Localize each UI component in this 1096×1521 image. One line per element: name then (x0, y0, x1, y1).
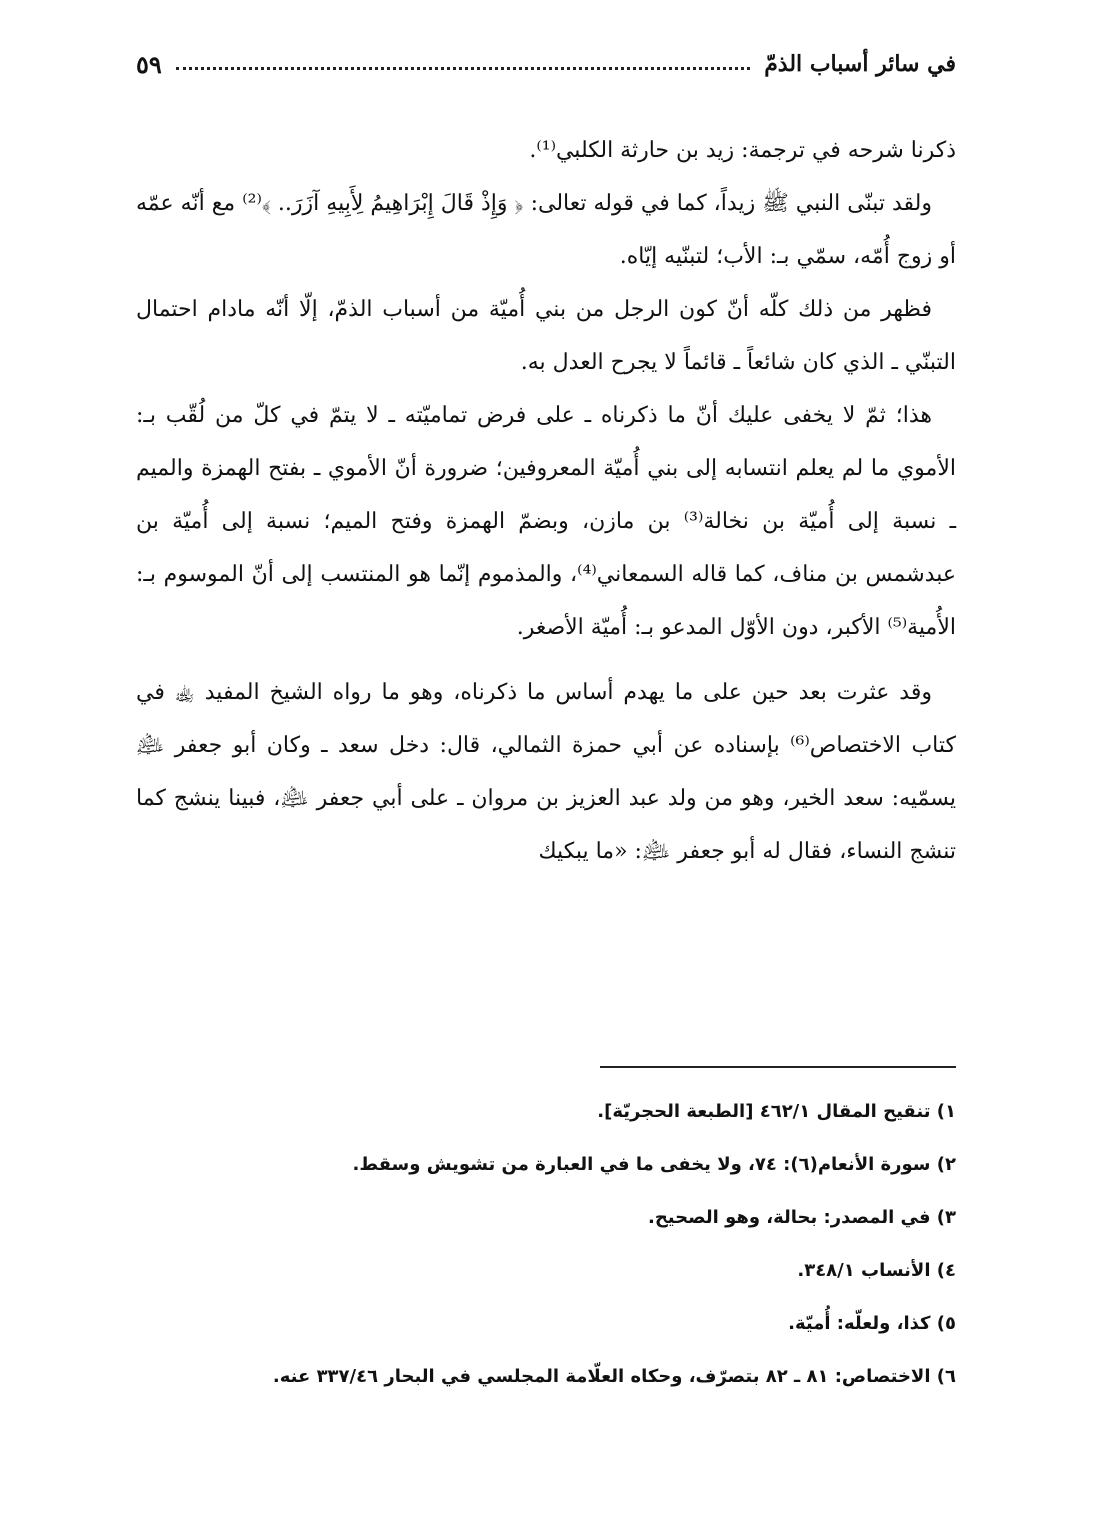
paragraph: وقد عثرت بعد حين على ما يهدم أساس ما ذكرناه، وهو ما رواه الشيخ المفيد ﵀ في كتاب الاختصاص⁽⁶⁾ بإسناده عن أبي حمزة الثمالي، قال: دخل سعد ـ وكان أبو جعفر ﵇ يسمّيه: سعد الخير، وهو من ولد عبد العزيز بن مروان ـ على أبي جعفر ﵇، فبينا ينشج كما تنشج النساء، فقال له أبو جعفر ﵇: «ما يبكيك (136, 680, 956, 864)
footnote: ٦) الاختصاص: ٨١ ـ ٨٢ بتصرّف، وحكاه العلّامة المجلسي في البحار ٣٣٧/٤٦ عنه. (272, 1366, 956, 1387)
footnote-separator (600, 1066, 956, 1068)
footnote: ٥) كذا، ولعلّه: أُميّة. (788, 1313, 956, 1334)
paragraph: فظهر من ذلك كلّه أنّ كون الرجل من بني أُميّة من أسباب الذمّ، إلّا أنّه مادام احتمال التبنّي ـ الذي كان شائعاً ـ قائماً لا يجرح العدل به. (136, 297, 956, 375)
footnotes (136, 1092, 956, 1410)
leader-dots (176, 67, 750, 70)
page-number: ٥٩ (136, 49, 162, 79)
paragraph: ولقد تبنّى النبي ﷺ زيداً، كما في قوله تعالى: ﴿ وَإِذْ قَالَ إِبْرَاهِيمُ لِأَبِيهِ آزَرَ.. ﴾⁽²⁾ مع أنّه عمّه أو زوج أُمّه، سمّي بـ: الأب؛ لتبنّيه إيّاه. (136, 191, 956, 269)
footnote: ٢) سورة الأنعام(٦): ٧٤، ولا يخفى ما في العبارة من تشويش وسقط. (352, 1154, 956, 1175)
paragraph: هذا؛ ثمّ لا يخفى عليك أنّ ما ذكرناه ـ على فرض تماميّته ـ لا يتمّ في كلّ من لُقّب بـ: الأموي ما لم يعلم انتسابه إلى بني أُميّة المعروفين؛ ضرورة أنّ الأموي ـ بفتح الهمزة والميم ـ نسبة إلى أُميّة بن نخالة⁽³⁾ بن مازن، وبضمّ الهمزة وفتح الميم؛ نسبة إلى أُميّة بن عبدشمس بن مناف، كما قاله السمعاني⁽⁴⁾، والمذموم إنّما هو المنتسب إلى أنّ الموسوم بـ: الأُمية⁽⁵⁾ الأكبر، دون الأوّل المدعو بـ: أُميّة الأصغر. (136, 403, 957, 640)
footnote: ٣) في المصدر: بحالة، وهو الصحيح. (648, 1207, 956, 1228)
running-header (136, 44, 956, 84)
footnote: ٤) الأنساب ٣٤٨/١. (797, 1260, 956, 1281)
footnote: ١) تنقيح المقال ٤٦٢/١ [الطبعة الحجريّة]. (597, 1101, 956, 1122)
main-text (136, 124, 956, 878)
chapter-title: في سائر أسباب الذمّ (764, 51, 956, 77)
paragraph: ذكرنا شرحه في ترجمة: زيد بن حارثة الكلبي⁽¹⁾. (529, 138, 956, 163)
